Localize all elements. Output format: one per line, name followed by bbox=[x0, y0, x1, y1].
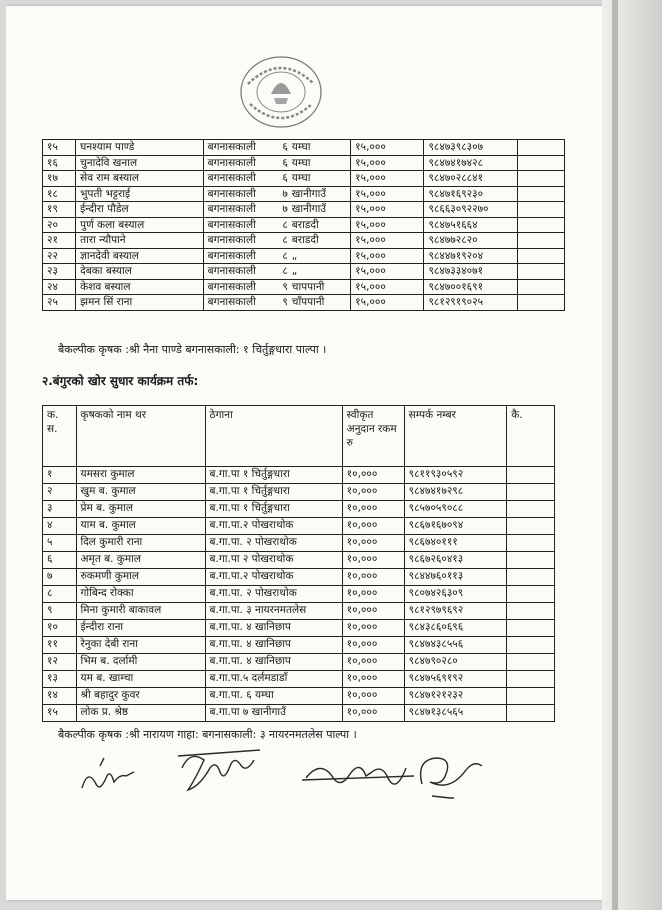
cell-phone: ९८५७०५९०८८ bbox=[404, 501, 507, 518]
cell-phone: ९८४७१३८५६५ bbox=[404, 705, 507, 722]
cell-address bbox=[203, 155, 351, 171]
cell-phone: ९८४३८६०६९६ bbox=[404, 620, 507, 637]
cell-name: मिना कुमारी बाकावल bbox=[76, 603, 205, 620]
cell-phone: ९८४७४१७२९८ bbox=[404, 484, 507, 501]
table-row bbox=[43, 688, 555, 705]
cell-remarks bbox=[517, 233, 564, 249]
cell-name: ईन्दीरा राना bbox=[76, 620, 205, 637]
cell-sn: ७ bbox=[43, 569, 77, 586]
cell-amount: १०,००० bbox=[342, 705, 404, 722]
binder-spine bbox=[612, 0, 618, 910]
cell-address-municipality: बगनासकाली bbox=[207, 296, 256, 308]
cell-remarks bbox=[507, 552, 555, 569]
cell-name: भिम ब. दर्लामी bbox=[76, 654, 205, 671]
cell-amount: १५,००० bbox=[351, 155, 424, 171]
table-row bbox=[43, 186, 565, 202]
cell-remarks bbox=[507, 535, 555, 552]
table-row bbox=[43, 586, 555, 603]
table-row bbox=[43, 217, 565, 233]
cell-name: भुपती भट्टराई bbox=[76, 186, 203, 202]
cell-name: यम ब. खाम्चा bbox=[76, 671, 205, 688]
cell-sn: १ bbox=[43, 467, 77, 484]
cell-addr: ब.गा.पा. २ पोखराथोक bbox=[205, 586, 342, 603]
header-name: कृषकको नाम थर bbox=[76, 406, 205, 467]
cell-remarks bbox=[507, 671, 555, 688]
cell-address-municipality: बगनासकाली bbox=[207, 280, 256, 293]
cell-remarks bbox=[507, 620, 555, 637]
cell-sn: ५ bbox=[43, 535, 77, 552]
cell-phone: ९८४७०२८८४१ bbox=[424, 171, 517, 187]
cell-address bbox=[203, 248, 351, 264]
cell-address-municipality: बगनासकाली bbox=[207, 203, 256, 215]
cell-phone: ९८४७४३८५५६ bbox=[404, 637, 507, 654]
cell-name: श्री बहादुर कुवर bbox=[76, 688, 205, 705]
cell-amount: १०,००० bbox=[342, 518, 404, 535]
cell-amount: १०,००० bbox=[342, 637, 404, 654]
cell-addr: ब.गा.पा. ३ नायरनमतलेस bbox=[205, 603, 342, 620]
header-amount: स्वीकृत अनुदान रकम रु bbox=[342, 406, 404, 467]
cell-addr: ब.गा.पा. ४ खानिछाप bbox=[205, 620, 342, 637]
alternate-farmer-note-2: बैकल्पीक कृषक :श्री नारायण गाहा: बगनासकाली: ३ नायरनमतलेस पाल्पा । bbox=[58, 728, 357, 741]
cell-amount: १०,००० bbox=[342, 671, 404, 688]
cell-sn: १६ bbox=[43, 155, 76, 171]
cell-amount: १५,००० bbox=[351, 264, 424, 280]
cell-address-place: यम्घा bbox=[291, 141, 311, 153]
signature-2 bbox=[178, 750, 260, 790]
cell-sn: १४ bbox=[43, 688, 77, 705]
cell-address-ward: ८ bbox=[282, 265, 288, 277]
cell-address-ward: ७ bbox=[282, 187, 288, 200]
cell-remarks bbox=[507, 518, 555, 535]
table-row bbox=[43, 295, 565, 311]
cell-remarks bbox=[517, 279, 564, 295]
cell-addr: ब.गा.पा.५ दर्लमडाडाँ bbox=[205, 671, 342, 688]
cell-name: दिल कुमारी राना bbox=[76, 535, 205, 552]
section-title-pig-shed: २.बंगुरको खोर सुधार कार्यक्रम तर्फ: bbox=[42, 374, 199, 388]
cell-addr: ब.गा.पा १ चिर्तुङ्गधारा bbox=[205, 501, 342, 518]
cell-remarks bbox=[517, 202, 564, 218]
cell-name: सेव राम बस्याल bbox=[76, 171, 203, 187]
cell-amount: १५,००० bbox=[351, 202, 424, 218]
cell-sn: १९ bbox=[43, 202, 76, 218]
cell-name: रेनुका देबी राना bbox=[76, 637, 205, 654]
cell-address bbox=[203, 233, 351, 249]
cell-address-municipality: बगनासकाली bbox=[207, 234, 256, 246]
cell-phone: ९८४७७२८२० bbox=[424, 233, 517, 249]
cell-remarks bbox=[507, 603, 555, 620]
cell-remarks bbox=[507, 569, 555, 586]
cell-sn: २ bbox=[43, 484, 77, 501]
table-row bbox=[43, 620, 555, 637]
cell-remarks bbox=[517, 155, 564, 171]
table-row bbox=[43, 484, 555, 501]
cell-address-ward: ७ bbox=[282, 203, 288, 215]
cell-address-municipality: बगनासकाली bbox=[207, 218, 256, 231]
cell-sn: २३ bbox=[43, 264, 76, 280]
signature-1 bbox=[82, 758, 134, 788]
table-row bbox=[43, 705, 555, 722]
signature-3 bbox=[302, 767, 414, 784]
cell-sn: ४ bbox=[43, 518, 77, 535]
cell-address-place: चापपानी bbox=[291, 280, 325, 293]
cell-address-municipality: बगनासकाली bbox=[207, 172, 256, 184]
cell-name: घनश्याम पाण्डे bbox=[76, 140, 203, 156]
cell-name: यमसरा कुमाल bbox=[76, 467, 205, 484]
cell-amount: १५,००० bbox=[351, 233, 424, 249]
table-row bbox=[43, 171, 565, 187]
cell-phone: ९८४७५१६६४ bbox=[424, 217, 517, 233]
cell-address-ward: ८ bbox=[282, 218, 288, 231]
cell-name: प्रेम ब. कुमाल bbox=[76, 501, 205, 518]
cell-remarks bbox=[507, 637, 555, 654]
table-row bbox=[43, 535, 555, 552]
cell-sn: ८ bbox=[43, 586, 77, 603]
cell-name: झमन सिं राना bbox=[76, 295, 203, 311]
table-row bbox=[43, 654, 555, 671]
cell-address bbox=[203, 186, 351, 202]
cell-name: ज्ञानदेवी बस्याल bbox=[76, 248, 203, 264]
cell-name: लोक प्र. श्रेष्ठ bbox=[76, 705, 205, 722]
cell-address-ward: ८ bbox=[282, 249, 288, 262]
cell-sn: ३ bbox=[43, 501, 77, 518]
cell-address-place: यम्घा bbox=[291, 172, 311, 184]
cell-amount: १५,००० bbox=[351, 295, 424, 311]
table-header-row bbox=[43, 406, 555, 467]
cell-amount: १०,००० bbox=[342, 688, 404, 705]
cell-amount: १०,००० bbox=[342, 501, 404, 518]
cell-phone: ९८११९३०५९२ bbox=[404, 467, 507, 484]
cell-name: चुनादेवि खनाल bbox=[76, 155, 203, 171]
cell-address-ward: ६ bbox=[282, 172, 288, 184]
cell-sn: ६ bbox=[43, 552, 77, 569]
cell-remarks bbox=[507, 484, 555, 501]
cell-amount: १५,००० bbox=[351, 217, 424, 233]
cell-phone: ९८४७३९८३०७ bbox=[424, 140, 517, 156]
header-sn: क. स. bbox=[43, 406, 77, 467]
cell-address bbox=[203, 217, 351, 233]
cell-remarks bbox=[507, 705, 555, 722]
cell-addr: ब.गा.पा. ४ खानिछाप bbox=[205, 654, 342, 671]
table-row bbox=[43, 467, 555, 484]
cell-sn: १३ bbox=[43, 671, 77, 688]
alternate-farmer-note-1: बैकल्पीक कृषक :श्री नैना पाण्डे बगनासकाली: १ चिर्तुङ्गधारा पाल्पा । bbox=[58, 343, 327, 356]
cell-name: अमृत ब. कुमाल bbox=[76, 552, 205, 569]
cell-remarks bbox=[517, 171, 564, 187]
cell-name: रुकमणी कुमाल bbox=[76, 569, 205, 586]
cell-phone: ९८०७४२६३०९ bbox=[404, 586, 507, 603]
signature-4 bbox=[421, 758, 482, 798]
cell-address-place: यम्घा bbox=[291, 156, 311, 169]
cell-phone: ९८१२९७९६९२ bbox=[404, 603, 507, 620]
cell-name: खुम ब. कुमाल bbox=[76, 484, 205, 501]
cell-remarks bbox=[507, 688, 555, 705]
cell-name: तारा न्यौपाने bbox=[76, 233, 203, 249]
cell-address bbox=[203, 264, 351, 280]
cell-amount: १०,००० bbox=[342, 620, 404, 637]
cell-remarks bbox=[517, 217, 564, 233]
binder-edge bbox=[602, 0, 662, 910]
cell-sn: १७ bbox=[43, 171, 76, 187]
cell-address-municipality: बगनासकाली bbox=[207, 141, 256, 153]
cell-address-ward: ९ bbox=[282, 296, 288, 308]
cell-address-municipality: बगनासकाली bbox=[207, 249, 256, 262]
cell-name: गोबिन्द रोक्का bbox=[76, 586, 205, 603]
cell-address-ward: ९ bbox=[282, 280, 288, 293]
cell-address-ward: ६ bbox=[282, 141, 288, 153]
cell-sn: ९ bbox=[43, 603, 77, 620]
cell-sn: १२ bbox=[43, 654, 77, 671]
cell-phone: ९८६७४०१११ bbox=[404, 535, 507, 552]
cell-phone: ९८४४७१९२०४ bbox=[424, 248, 517, 264]
cell-remarks bbox=[517, 295, 564, 311]
cell-phone: ९८४४७६०११३ bbox=[404, 569, 507, 586]
cell-addr: ब.गा.पा १ चिर्तुङ्गधारा bbox=[205, 484, 342, 501]
cell-phone: ९८४७३३४०७१ bbox=[424, 264, 517, 280]
cell-addr: ब.गा.पा २ पोखराथोक bbox=[205, 552, 342, 569]
cell-amount: १०,००० bbox=[342, 535, 404, 552]
header-phone: सम्पर्क नम्बर bbox=[404, 406, 507, 467]
cell-sn: १० bbox=[43, 620, 77, 637]
table-row bbox=[43, 671, 555, 688]
cell-sn: १५ bbox=[43, 705, 77, 722]
cell-addr: ब.गा.पा. ६ यम्घा bbox=[205, 688, 342, 705]
cell-remarks bbox=[507, 586, 555, 603]
cell-address bbox=[203, 295, 351, 311]
cell-amount: १०,००० bbox=[342, 569, 404, 586]
table-row bbox=[43, 140, 565, 156]
table-row bbox=[43, 233, 565, 249]
cell-sn: २१ bbox=[43, 233, 76, 249]
cell-remarks bbox=[507, 654, 555, 671]
cell-amount: १५,००० bbox=[351, 140, 424, 156]
table-row bbox=[43, 501, 555, 518]
cell-phone: ९८४७९०२८० bbox=[404, 654, 507, 671]
cell-remarks bbox=[507, 467, 555, 484]
cell-phone: ९८६६३०९२२७० bbox=[424, 202, 517, 218]
cell-remarks bbox=[517, 186, 564, 202]
cell-addr: ब.गा.पा १ चिर्तुङ्गधारा bbox=[205, 467, 342, 484]
cell-name: केशव बस्याल bbox=[76, 279, 203, 295]
cell-name: याम ब. कुमाल bbox=[76, 518, 205, 535]
cell-amount: १५,००० bbox=[351, 171, 424, 187]
beneficiary-table-1 bbox=[42, 139, 565, 311]
header-remarks: कै. bbox=[507, 406, 555, 467]
cell-address bbox=[203, 171, 351, 187]
table-row bbox=[43, 552, 555, 569]
cell-amount: १५,००० bbox=[351, 186, 424, 202]
table-row bbox=[43, 518, 555, 535]
cell-address-municipality: बगनासकाली bbox=[207, 187, 256, 200]
cell-sn: १८ bbox=[43, 186, 76, 202]
cell-address-place: चाँपपानी bbox=[291, 296, 325, 308]
cell-address bbox=[203, 202, 351, 218]
cell-amount: १०,००० bbox=[342, 484, 404, 501]
cell-address-municipality: बगनासकाली bbox=[207, 156, 256, 169]
table-row bbox=[43, 569, 555, 586]
cell-addr: ब.गा.पा. ४ खानिछाप bbox=[205, 637, 342, 654]
cell-amount: १०,००० bbox=[342, 603, 404, 620]
cell-amount: १०,००० bbox=[342, 654, 404, 671]
cell-address-ward: ८ bbox=[282, 234, 288, 246]
cell-address-ward: ६ bbox=[282, 156, 288, 169]
office-seal-stamp bbox=[238, 54, 324, 130]
cell-addr: ब.गा.पा.२ पोखराथोक bbox=[205, 569, 342, 586]
cell-name: ईन्दीरा पौडेल bbox=[76, 202, 203, 218]
table-row bbox=[43, 279, 565, 295]
cell-name: देबका बस्याल bbox=[76, 264, 203, 280]
cell-amount: १०,००० bbox=[342, 586, 404, 603]
cell-phone: ९८६७१६७०९४ bbox=[404, 518, 507, 535]
table-row bbox=[43, 202, 565, 218]
cell-address-place: खानीगाउँ bbox=[291, 187, 327, 200]
cell-addr: ब.गा.पा. २ पोखराथोक bbox=[205, 535, 342, 552]
cell-phone: ९८१२९१९०२५ bbox=[424, 295, 517, 311]
signatures bbox=[70, 738, 510, 808]
cell-address-municipality: बगनासकाली bbox=[207, 265, 256, 277]
cell-remarks bbox=[517, 264, 564, 280]
table-row bbox=[43, 248, 565, 264]
table-row bbox=[43, 603, 555, 620]
table-row bbox=[43, 264, 565, 280]
cell-sn: २० bbox=[43, 217, 76, 233]
cell-name: पुर्ण कला बस्याल bbox=[76, 217, 203, 233]
cell-amount: १५,००० bbox=[351, 279, 424, 295]
cell-sn: २५ bbox=[43, 295, 76, 311]
cell-address-place: „ bbox=[291, 249, 298, 262]
table-row bbox=[43, 637, 555, 654]
cell-sn: २२ bbox=[43, 248, 76, 264]
cell-addr: ब.गा.पा ७ खानीगाउँ bbox=[205, 705, 342, 722]
cell-address bbox=[203, 279, 351, 295]
cell-phone: ९८४७४१७४२८ bbox=[424, 155, 517, 171]
cell-remarks bbox=[517, 248, 564, 264]
cell-phone: ९८४७००१६९१ bbox=[424, 279, 517, 295]
cell-address-place: बराडदी bbox=[291, 218, 319, 231]
table-row bbox=[43, 155, 565, 171]
cell-address-place: बराडदी bbox=[291, 234, 319, 246]
cell-address-place: „ bbox=[291, 265, 298, 277]
cell-remarks bbox=[507, 501, 555, 518]
header-addr: ठेगाना bbox=[205, 406, 342, 467]
cell-amount: १०,००० bbox=[342, 552, 404, 569]
cell-amount: १०,००० bbox=[342, 467, 404, 484]
cell-address-place: खानीगाउँ bbox=[291, 203, 327, 215]
cell-phone: ९८४७५६९१९२ bbox=[404, 671, 507, 688]
cell-remarks bbox=[517, 140, 564, 156]
cell-addr: ब.गा.पा.२ पोखराथोक bbox=[205, 518, 342, 535]
cell-sn: ११ bbox=[43, 637, 77, 654]
cell-phone: ९८४७१२१२३२ bbox=[404, 688, 507, 705]
cell-phone: ९८६७२६०४१३ bbox=[404, 552, 507, 569]
cell-sn: २४ bbox=[43, 279, 76, 295]
cell-sn: १५ bbox=[43, 140, 76, 156]
cell-phone: ९८४७१६९२३० bbox=[424, 186, 517, 202]
cell-amount: १५,००० bbox=[351, 248, 424, 264]
cell-address bbox=[203, 140, 351, 156]
beneficiary-table-2 bbox=[42, 405, 555, 722]
